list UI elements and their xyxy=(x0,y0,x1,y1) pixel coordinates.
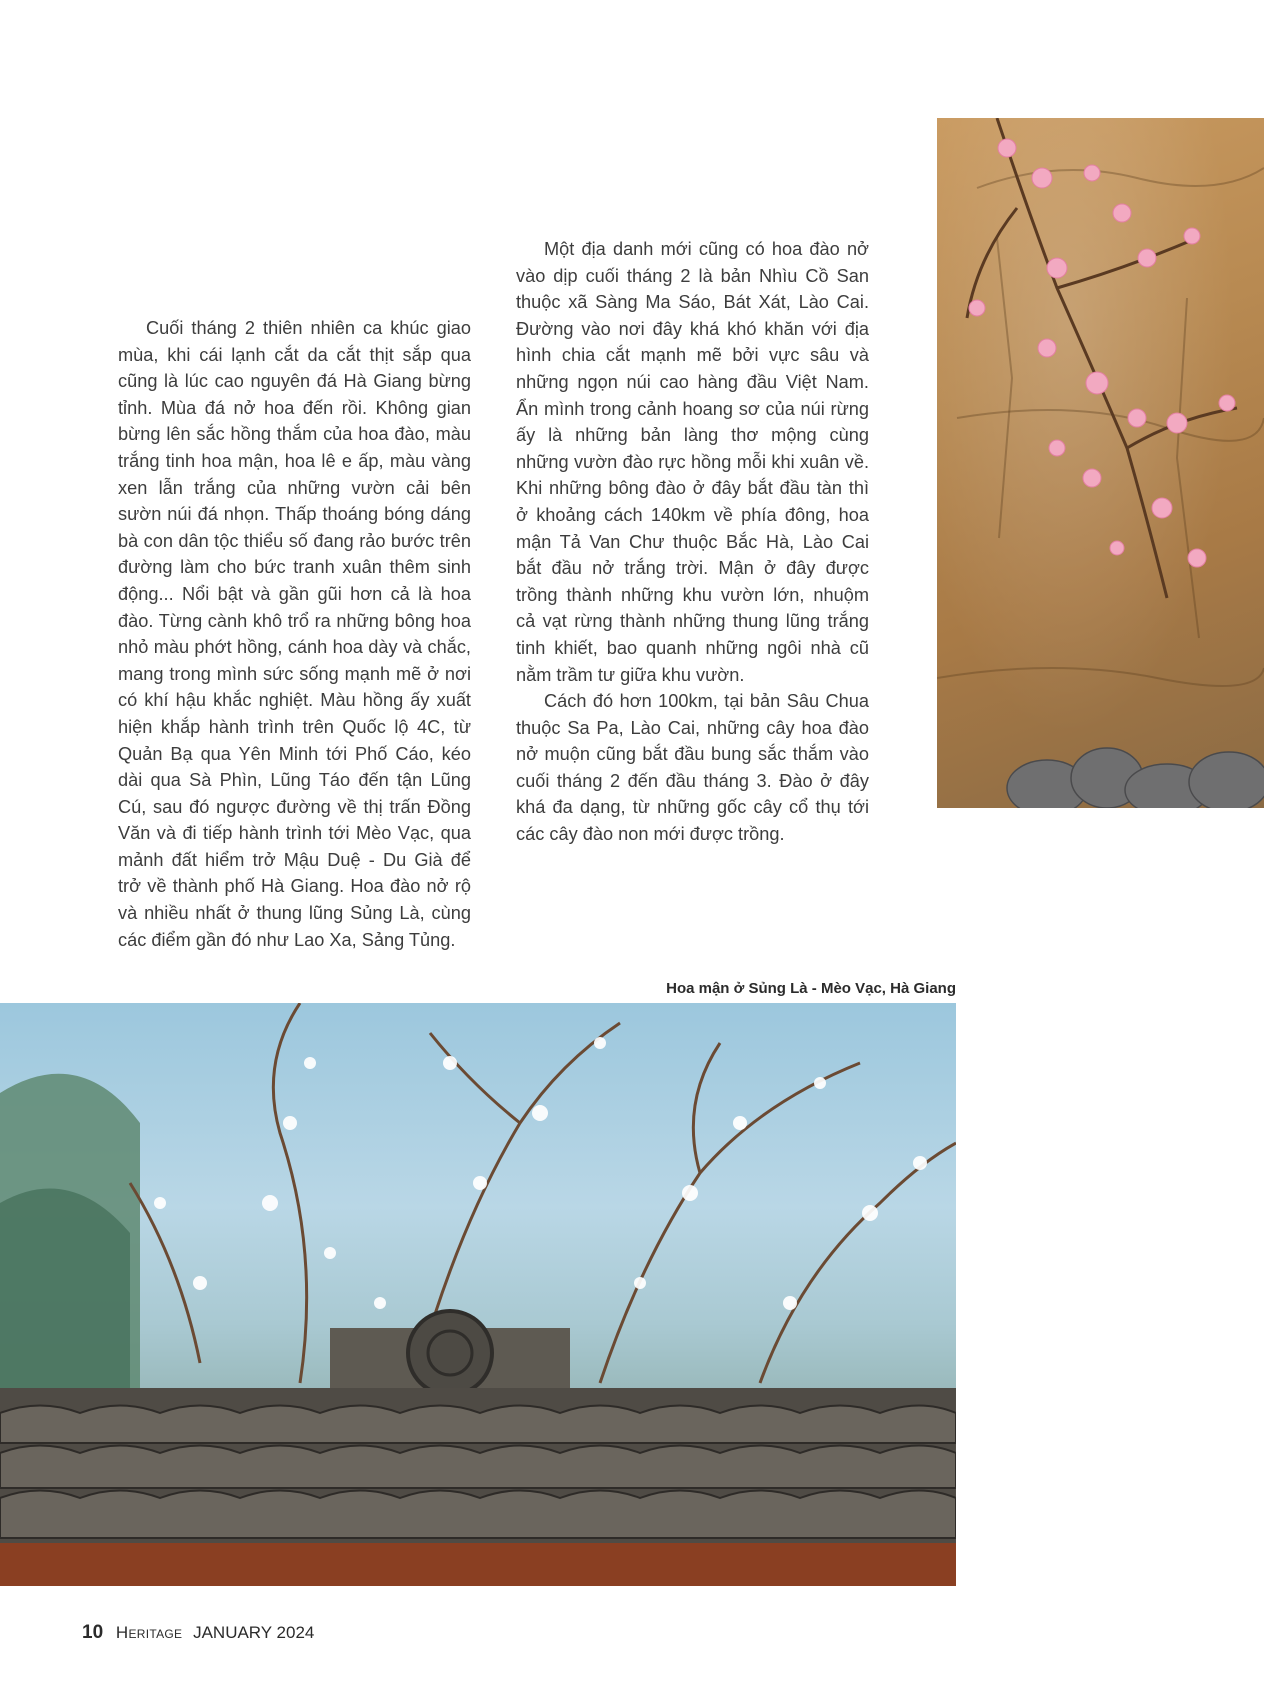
plum-blossom-illustration xyxy=(0,1003,956,1586)
page-number: 10 xyxy=(82,1622,104,1643)
chimney-ornament xyxy=(330,1311,570,1395)
paragraph: Một địa danh mới cũng có hoa đào nở vào dịp cuối tháng 2 là bản Nhìu Cồ San thuộc xã Sàng Ma Sáo, Bát Xát, Lào Cai. Đường vào nơi đây khá khó khăn với địa hình chia cắt mạnh mẽ bởi vực sâu và những ngọn núi cao hàng đầu Việt Nam. Ẩn mình trong cảnh hoang sơ của núi rừng ấy là những bản làng thơ mộng cùng những vườn đào rực hồng mỗi khi xuân về. Khi những bông đào ở đây bắt đầu tàn thì ở khoảng cách 140km về phía đông, hoa mận Tả Van Chư thuộc Bắc Hà, Lào Cai bắt đầu nở trắng trời. Mận ở đây được trồng thành những khu vườn lớn, nhuộm cả vạt rừng thành những thung lũng trắng tinh khiết, bao quanh những ngôi nhà cũ nằm trầm tư giữa khu vườn. xyxy=(516,239,869,685)
article-column-left xyxy=(118,315,471,953)
peach-blossom-illustration xyxy=(937,118,1264,808)
page-footer xyxy=(82,1622,314,1644)
paragraph: Cuối tháng 2 thiên nhiên ca khúc giao mùa, khi cái lạnh cắt da cắt thịt sắp qua cũng là lúc cao nguyên đá Hà Giang bừng tỉnh. Mùa đá nở hoa đến rồi. Không gian bừng lên sắc hồng thắm của hoa đào, màu trắng tinh hoa mận, hoa lê e ấp, màu vàng xen lẫn trắng của những vườn cải bên sườn núi đá nhọn. Thấp thoáng bóng dáng bà con dân tộc thiểu số đang rảo bước trên đường làm cho bức tranh xuân thêm sinh động... Nổi bật và gần gũi hơn cả là hoa đào. Từng cành khô trổ ra những bông hoa nhỏ màu phớt hồng, cánh hoa dày và chắc, mang trong mình sức sống mạnh mẽ ở nơi có khí hậu khắc nghiệt. Màu hồng ấy xuất hiện khắp hành trình trên Quốc lộ 4C, từ Quản Bạ qua Yên Minh tới Phố Cáo, kéo dài qua Sà Phìn, Lũng Táo đến tận Lũng Cú, sau đó ngược đường về thị trấn Đồng Văn và đi tiếp hành trình tới Mèo Vạc, qua mảnh đất hiểm trở Mậu Duệ - Du Già để trở về thành phố Hà Giang. Hoa đào nở rộ và nhiều nhất ở thung lũng Sủng Là, cùng các điểm gần đó như Lao Xa, Sảng Tủng. xyxy=(118,318,471,950)
peach-blossom-wall-photo xyxy=(937,118,1264,808)
article-column-right xyxy=(516,236,869,848)
issue-date: JANUARY 2024 xyxy=(193,1623,315,1642)
paragraph: Cách đó hơn 100km, tại bản Sâu Chua thuộc Sa Pa, Lào Cai, những cây hoa đào nở muộn cũng bắt đầu bung sắc thắm vào cuối tháng 2 đến đầu tháng 3. Đào ở đây khá đa dạng, từ những gốc cây cổ thụ tới các cây đào non mới được trồng. xyxy=(516,691,869,845)
magazine-name: Heritage xyxy=(115,1623,183,1642)
photo-caption: Hoa mận ở Sủng Là - Mèo Vạc, Hà Giang xyxy=(666,980,956,997)
plum-blossom-roof-photo xyxy=(0,1003,956,1586)
